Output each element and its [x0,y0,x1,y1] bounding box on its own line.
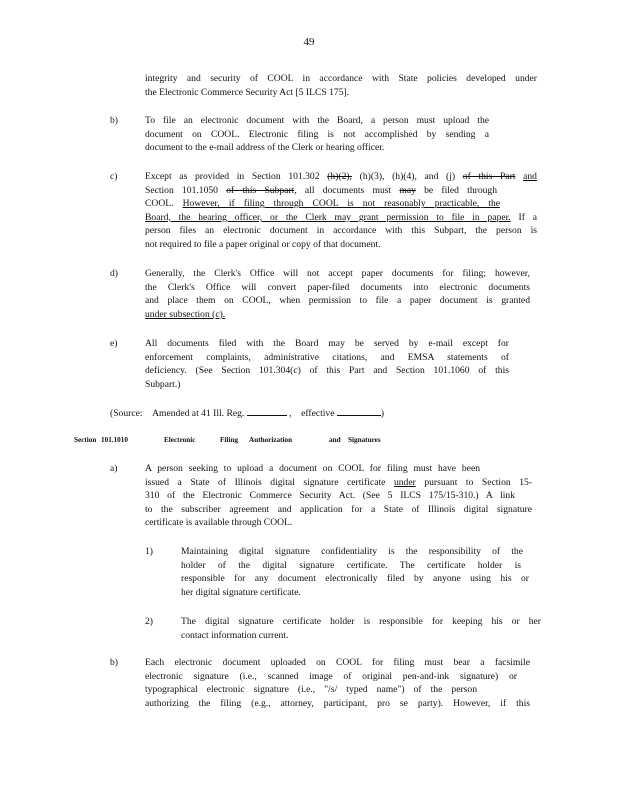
section-number: 101.1010 [101,436,128,444]
text-run: COOL. [145,198,174,210]
heading-word: and [329,436,341,444]
para-label-c: c) [110,171,118,182]
underlined-text: under [393,476,416,488]
text-line [145,184,497,198]
underlined-text: Board, the hearing officer, or the Clerk may grant permission to file in paper. [145,211,511,223]
struck-text: (h)(2), [327,171,352,182]
heading-word: Electronic [164,436,196,444]
text-run: Except as provided in Section 101.302 [145,171,320,182]
struck-text: of this Subpart [226,184,295,196]
text-run: (h)(3), (h)(4), and (j) [359,171,456,182]
para-label-b2: b) [110,657,118,668]
heading-word: Authorization [249,436,293,444]
text-line: Generally, the Clerk's Office will not accept paper documents for filing; however, [145,268,530,279]
text-line: Subpart.) [145,378,181,390]
text-line: the Clerk's Office will convert paper-filed documents into electronic documents [145,281,530,293]
source-effective: effective [301,408,335,419]
text-line: person files an electronic document in accordance with this Subpart, the person is [145,225,537,237]
blank-line [247,406,287,416]
text-line [145,211,537,225]
text-run: be filed through [424,184,498,196]
text-line: to the subscriber agreement and application for a State of Illinois digital signature [145,503,532,515]
text-line: her digital signature certificate. [181,586,301,598]
paragraph-b [145,114,489,155]
text-line: 310 of the Electronic Commerce Security Act. (See 5 ILCS 175/15-310.) A link [145,490,515,502]
section-paragraph-b [145,656,530,710]
paragraph-e [145,337,509,391]
text-run: If a [518,211,537,223]
heading-word: Signatures [348,436,381,444]
para-label-1: 1) [145,546,153,557]
text-line: enforcement complaints, administrative citations, and EMSA statements of [145,351,509,363]
text-line: responsible for any document electronically filed by anyone using his or [181,573,529,585]
text-line: integrity and security of COOL in accordance with State policies developed under [145,73,537,84]
para-label-b: b) [110,115,118,126]
text-run: pursuant to Section 15- [424,476,533,488]
paragraph-c [145,170,537,252]
text-line: Each electronic document uploaded on COOL for filing must bear a facsimile [145,657,530,668]
text-line: All documents filed with the Board may be served by e-mail except for [145,338,509,349]
text-line: Maintaining digital signature confidentiality is the responsibility of the [181,546,523,557]
text-run: , all documents must [294,184,392,196]
text-line [145,170,537,184]
page-number: 49 [303,36,315,48]
text-run: Section 101.1050 [145,184,218,196]
underlined-text: and [523,171,537,182]
text-line: certificate is available through COOL. [145,517,293,529]
source-note: (Source: Amended at 41 Ill. Reg. , effective ) [110,408,385,419]
text-line: authorizing the filing (e.g., attorney, participant, pro se party). However, if this [145,697,530,709]
struck-text: of this Part [462,171,516,182]
underlined-text: However, if filing through COOL is not reasonably practicable, the [182,198,501,210]
blank-line [337,406,381,416]
text-line [145,197,500,211]
source-amended: Amended at 41 Ill. Reg. [152,408,245,419]
text-line: and place them on COOL, when permission to file a paper document is granted [145,295,530,307]
heading-word: Filing [220,436,238,444]
section-word: Section [74,436,97,444]
text-line: not required to file a paper original or copy of that document. [145,238,381,250]
paragraph-d [145,267,530,321]
text-line: deficiency. (See Section 101.304(c) of this Part and Section 101.1060 of this [145,365,509,377]
section-paragraph-a [145,462,532,530]
subparagraph-2 [181,615,541,642]
underlined-text: under subsection (c). [145,308,226,320]
text-line: typographical electronic signature (i.e., "/s/ typed name") of the person [145,684,477,696]
text-line: electronic signature (i.e., scanned image of original pen-and-ink signature) or [145,670,517,682]
para-label-d: d) [110,268,118,279]
text-line: contact information current. [181,629,289,641]
text-line: holder of the digital signature certificate. The certificate holder is [181,559,521,571]
text-line: The digital signature certificate holder is responsible for keeping his or her [181,616,541,627]
text-line: A person seeking to upload a document on COOL for filing must have been [145,463,480,474]
struck-text: may [399,184,416,196]
text-line [145,476,532,490]
text-line: To file an electronic document with the Board, a person must upload the [145,115,489,126]
para-label-2: 2) [145,616,153,627]
para-label-e: e) [110,338,118,349]
source-prefix: (Source: [110,408,143,419]
text-run: issued a State of Illinois digital signature certificate [145,476,386,488]
text-line: document to the e-mail address of the Clerk or hearing officer. [145,142,385,154]
text-line: document on COOL. Electronic filing is not accomplished by sending a [145,128,489,140]
text-line: the Electronic Commerce Security Act [5 ILCS 175]. [145,86,350,98]
subparagraph-1 [181,545,529,599]
source-close: ) [380,408,385,419]
intro-paragraph [145,72,537,99]
para-label-a: a) [110,463,118,474]
